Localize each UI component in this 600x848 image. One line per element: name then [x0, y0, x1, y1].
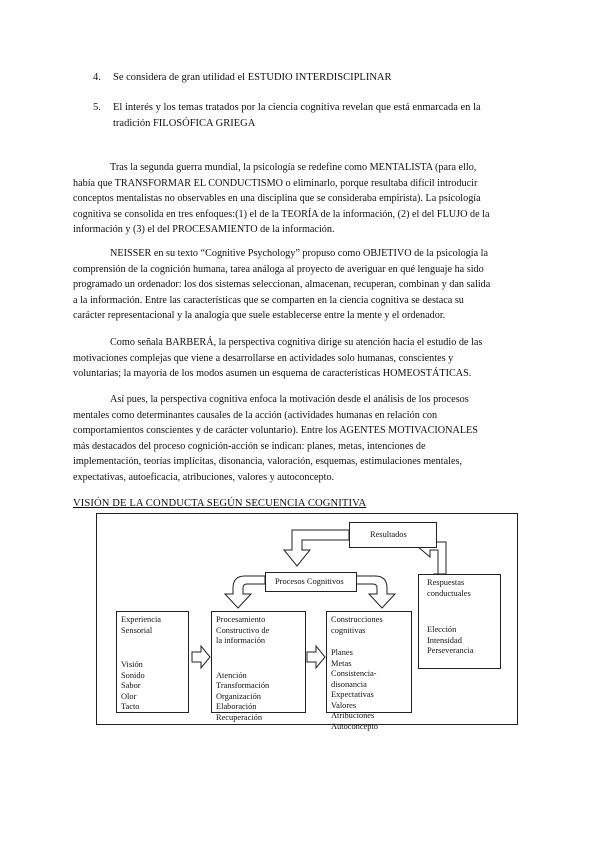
construcciones-item: Valores — [331, 700, 357, 710]
respuestas-title-line: conductuales — [427, 588, 471, 598]
construcciones-item: disonancia — [331, 679, 367, 689]
paragraph-line: carácter representacional y la analogía que suele establecerse entre la mente y el ordenador. — [73, 310, 446, 322]
procesamiento-item: Transformación — [216, 681, 270, 690]
construcciones-item: Consistencia- — [331, 669, 377, 678]
list-text: Se considera de gran utilidad el ESTUDIO INTERDISCIPLINAR — [113, 72, 392, 83]
paragraph-line: NEISSER en su texto “Cognitive Psychology” propuso como OBJETIVO de la psicología la — [110, 248, 489, 259]
construcciones-item: Atribuciones — [331, 711, 375, 720]
paragraph-line: Así pues, la perspectiva cognitiva enfoca la motivación desde el análisis de los procesos — [110, 394, 469, 405]
respuestas-title-line: Respuestas — [427, 578, 465, 587]
process-to-constructions-arrow — [355, 576, 395, 608]
procesos-cognitivos-label: Procesos Cognitivos — [275, 577, 344, 586]
process-to-processing-arrow — [225, 576, 265, 608]
result-to-process-arrow — [284, 530, 349, 566]
procesamiento-box — [211, 611, 306, 722]
procesamiento-title-line: Procesamiento — [216, 615, 266, 624]
construcciones-item: Autoconcepto — [331, 721, 378, 731]
procesamiento-item: Atención — [216, 670, 247, 680]
experiencia-item: Sonido — [121, 670, 145, 680]
processing-to-constructions-arrow — [307, 646, 325, 668]
cognitive-sequence-diagram — [96, 513, 518, 731]
procesamiento-title-line: Constructivo de — [216, 625, 270, 635]
resultados-box — [349, 522, 437, 548]
experiencia-item: Tacto — [121, 702, 140, 711]
experiencia-item: Visión — [121, 660, 143, 669]
experiencia-title-line: Experiencia — [121, 615, 161, 624]
construcciones-item: Metas — [331, 658, 352, 668]
list-text-continuation: tradición FILOSÓFICA GRIEGA — [113, 118, 256, 129]
paragraph-line: cognitiva se consolida en tres enfoques:(1) el de la TEORÍA de la información, (2) el del FLUJO de la — [73, 208, 490, 220]
construcciones-item: Planes — [331, 648, 353, 657]
respuestas-item: Intensidad — [427, 635, 462, 645]
respuestas-item: Perseverancia — [427, 646, 474, 655]
paragraph-2 — [73, 246, 528, 324]
construcciones-title-line: cognitivas — [331, 625, 366, 635]
respuestas-box — [418, 574, 501, 669]
list-number: 4. — [93, 72, 101, 83]
paragraph-1 — [73, 160, 528, 238]
paragraph-line: motivaciones complejas que viene a desarrollarse en actividades solo humanas, conscientes y — [73, 352, 454, 364]
paragraph-line: a la información. Entre las características que se comparten en la ciencia cognitiva se destaca su — [73, 294, 464, 306]
paragraph-line: comprensión de la cognición humana, tarea análoga al proyecto de averiguar en qué lenguaje ha sido — [73, 263, 484, 275]
procesamiento-item: Recuperación — [216, 712, 263, 722]
section-heading: VISIÓN DE LA CONDUCTA SEGÚN SECUENCIA COGNITIVA — [73, 498, 367, 509]
experience-to-processing-arrow — [192, 646, 210, 668]
paragraph-line: conceptos mentalistas no observables en una disciplina que se consideraba empirista). La psicología — [73, 193, 481, 205]
paragraph-line: Como señala BARBERÁ, la perspectiva cognitiva dirige su atención hacia el estudio de las — [110, 337, 483, 348]
procesamiento-title-line: la información — [216, 636, 266, 645]
respuestas-item: Elección — [427, 625, 457, 634]
experiencia-item: Olor — [121, 691, 137, 701]
paragraph-line: voluntarias; la mayoría de los modos asumen un esquema de características HOMEOSTÁTICAS. — [73, 368, 472, 380]
paragraph-line: implementación, teorías implícitas, disonancia, valoración, esquemas, estimulaciones mentales, — [73, 456, 462, 468]
procesamiento-item: Elaboración — [216, 702, 257, 711]
resultados-label: Resultados — [370, 530, 407, 539]
paragraph-line: programado un ordenador: los dos sistemas seleccionan, almacenan, recuperan, combinan y dan salida — [73, 279, 491, 291]
paragraph-line: más destacados del proceso cognición-acción se indican: planes, metas, intenciones de — [73, 440, 426, 452]
construcciones-box — [326, 611, 412, 731]
construcciones-title-line: Construcciones — [331, 615, 383, 624]
paragraph-line: mentales como determinantes causales de la acción (actividades humanas en relación con — [73, 409, 438, 421]
construcciones-item: Expectativas — [331, 690, 374, 699]
paragraph-line: información y (3) el del PROCESAMIENTO de la información. — [73, 224, 335, 236]
experiencia-item: Sabor — [121, 681, 141, 690]
procesamiento-item: Organización — [216, 691, 261, 701]
list-number: 5. — [93, 102, 101, 113]
paragraph-4 — [73, 392, 528, 486]
paragraph-line: Tras la segunda guerra mundial, la psicología se redefine como MENTALISTA (para ello, — [110, 162, 477, 173]
list-text: El interés y los temas tratados por la ciencia cognitiva revelan que está enmarcada en la — [113, 102, 481, 113]
experiencia-title-line: Sensorial — [121, 625, 153, 635]
paragraph-3 — [73, 335, 528, 382]
paragraph-line: comportamientos conscientes y de carácter voluntario). Entre los AGENTES MOTIVACIONALES — [73, 425, 478, 437]
paragraph-line: había que TRANSFORMAR EL CONDUCTISMO o eliminarlo, porque resultaba difícil introducir — [73, 177, 478, 189]
procesos-cognitivos-box — [265, 572, 357, 592]
paragraph-line: expectativas, autoeficacia, atribuciones, valores y autoconcepto. — [73, 471, 335, 483]
experiencia-box — [116, 611, 189, 713]
